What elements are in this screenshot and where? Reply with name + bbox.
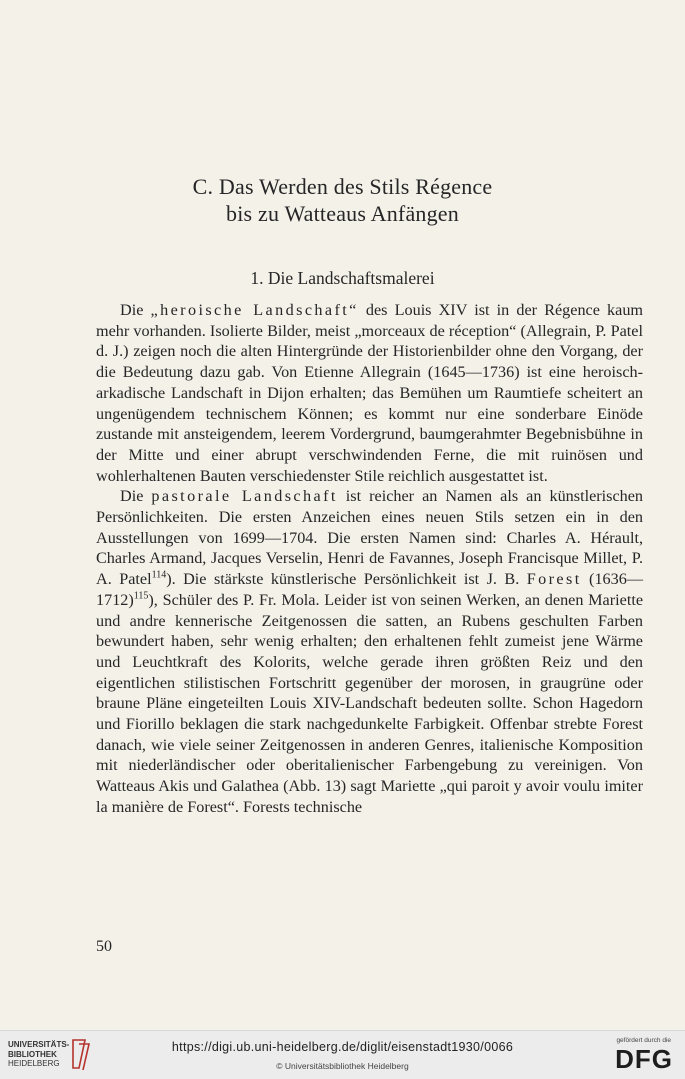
library-line2: BIBLIOTHEK [8, 1049, 57, 1059]
paragraph-heroic-landscape [96, 300, 643, 486]
paragraph-pastoral-landscape [96, 486, 643, 817]
chapter-heading-line1: C. Das Werden des Stils Régence [192, 174, 493, 199]
p1-text: des Louis XIV ist in der Régence kaum mehr vorhanden. Isolierte Bilder, meist „morceaux de réception“ (Allegrain, P. Patel d. J.) zeigen noch die alten Hintergründe der Historienbilder ohne den Vorgang, der die Bedeutung dazu gab. Von Etienne Allegrain (1645—1736) ist eine heroisch-arkadische Landschaft in Dijon erhalten; das Bemühen um Raumtiefe scheitert an ungenügendem technischem Können; es kommt nur eine sonderbare Einöde zustande mit ansteigendem, leerem Vordergrund, baumgerahmter Begebnisbühne in der Mitte und einer abrupt verschwindenden Ferne, die mit ruinösen und wohlerhaltenen Bauten verschiedenster Stile reichlich ausgestattet ist. [96, 301, 644, 485]
copyright-notice: © Universitätsbibliothek Heidelberg [276, 1061, 409, 1071]
chapter-heading-line2: bis zu Watteaus Anfängen [226, 201, 459, 226]
page-number: 50 [96, 938, 112, 955]
body-text [96, 300, 643, 818]
p2-text-d: ), Schüler des P. Fr. Mola. Leider ist von seinen Werken, an denen Mariette und andre kennerische Zeitgenossen die satten, an Rubens geschulten Farben bewundert haben, sehr wenig erhalten; den erhaltenen fehlt zumeist jene Wärme und Leuchtkraft des Kolorits, welche gerade ihren größten Reiz und den eigentlichen stilistischen Fortschritt gegenüber der morosen, in graugrüne oder braune Pläne eingeteilten Louis XIV-Landschaft bedeuten sollte. Schon Hagedorn und Fiorillo beklagen die stark nachgedunkelte Farbigkeit. Offenbar strebte Forest danach, wie viele seiner Zeitgenossen in anderen Genres, italienische Komposition mit niederländischer oder oberitalienischer Farbengebung zu vereinigen. Von Watteaus Akis und Galathea (Abb. 13) sagt Mariette „qui paroit y avoir voulu imiter la manière de Forest“. Forests technische [96, 590, 643, 816]
dfg-logo: DFG [615, 1044, 673, 1074]
p2-text-a: ist reicher an Namen als an künstlerischen Persönlichkeiten. Die ersten Anzeichen eines neuen Stils setzen ein in den Ausstellungen von 1699—1704. Die ersten Namen sind: Charles A. Hérault, Charles Armand, Jacques Verselin, Henri de Favannes, Joseph Francisque Millet, P. A. Patel [96, 487, 643, 589]
section-title: 1. Die Landschaftsmalerei [250, 268, 435, 288]
funded-by-label: gefördert durch die [616, 1037, 671, 1044]
p2-spaced-name: Forest [526, 570, 582, 589]
p2-text-c: (1636—1712) [96, 570, 644, 609]
p2-text-b: ). Die stärkste künstlerische Persönlichkeit ist J. B. [166, 570, 527, 589]
library-line1: UNIVERSITÄTS- [8, 1040, 70, 1049]
p1-spaced-term: „heroische Landschaft“ [150, 301, 359, 319]
p2-lead: Die [120, 487, 152, 506]
p2-spaced-term: pastorale Landschaft [151, 487, 338, 506]
viewer-footer [0, 1030, 685, 1079]
footnote-ref-115: 115 [133, 590, 149, 602]
library-line3: HEIDELBERG [8, 1059, 60, 1068]
footnote-ref-114: 114 [151, 569, 167, 581]
permalink-url[interactable]: https://digi.ub.uni-heidelberg.de/diglit/eisenstadt1930/0066 [171, 1040, 514, 1054]
p1-lead: Die [120, 301, 151, 319]
